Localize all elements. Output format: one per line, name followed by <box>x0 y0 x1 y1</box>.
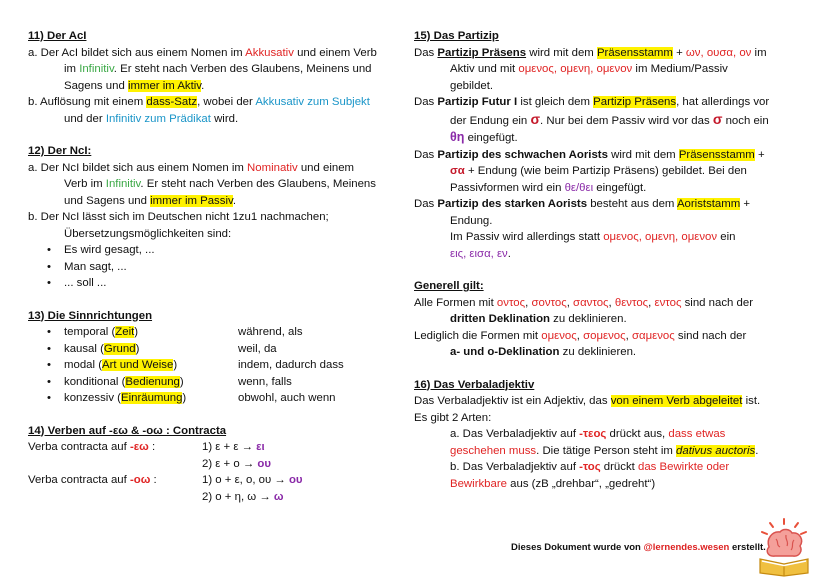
text: drückt <box>600 461 638 473</box>
result: ει <box>256 441 265 453</box>
text: , <box>625 329 632 342</box>
highlight: Grund <box>103 342 136 355</box>
text: Lediglich die Formen mit <box>414 329 542 342</box>
greek-form: σοντος <box>531 296 567 309</box>
text: Alle Formen mit <box>414 296 497 309</box>
text: . Die tätige Person steht im <box>536 444 677 457</box>
s12-a-line2 <box>28 176 410 193</box>
term: das Bewirkte oder <box>637 461 730 473</box>
sinnrichtung <box>64 324 238 341</box>
greek-form: σαντος <box>573 296 609 309</box>
greek-sigma-alpha: σα <box>450 165 465 177</box>
s16-line2: Es gibt 2 Arten: <box>414 411 492 424</box>
term: geschehen muss <box>450 444 537 457</box>
ending: -τεος <box>579 428 607 440</box>
text: wird mit dem <box>607 148 679 161</box>
highlight: Bedienung <box>125 375 180 388</box>
text: . <box>507 247 511 260</box>
section-11-title: 11) Der AcI <box>28 30 87 42</box>
section-16-title: 16) Das Verbaladjektiv <box>414 378 535 391</box>
rule <box>202 439 265 456</box>
text: eingefügt. <box>593 181 647 194</box>
highlight: von einem Verb abgeleitet <box>610 395 743 407</box>
greek-ending: ων, ουσα, ον <box>685 46 752 59</box>
highlight: Präsensstamm <box>678 148 755 161</box>
sinnrichtung <box>64 390 238 407</box>
text: ) <box>173 359 178 371</box>
term: Partizip des schwachen Aorists <box>437 148 608 161</box>
footer-credit <box>511 540 766 557</box>
text: und einem <box>297 161 355 174</box>
list-item: • ... soll ... <box>28 275 410 292</box>
s16-line1 <box>414 393 802 410</box>
text: aus (zB „drehbar“, „gedreht“) <box>506 477 656 490</box>
s12-bullet-list <box>28 242 410 292</box>
text: Verb im <box>64 178 106 190</box>
text: sind nach der <box>681 296 753 309</box>
greek-sigma: σ <box>712 110 723 127</box>
text: : <box>150 474 157 486</box>
highlight: Art und Weise <box>101 359 174 371</box>
greek-theta-eta: θη <box>450 130 465 144</box>
text: der Endung ein <box>450 114 531 127</box>
text: . <box>755 444 759 457</box>
list-item <box>28 324 410 341</box>
highlight: Aoriststamm <box>676 198 741 210</box>
text: Dieses Dokument wurde von <box>511 542 644 553</box>
right-column <box>414 28 802 492</box>
term-akk-subjekt: Akkusativ zum Subjekt <box>255 96 370 108</box>
text: wird mit dem <box>526 46 597 59</box>
term-infinitiv: Infinitiv <box>105 178 141 190</box>
text: kausal ( <box>64 342 104 355</box>
text: , hat allerdings vor <box>676 96 770 108</box>
text: ) <box>182 392 187 404</box>
s12-b-line1: b. Der NcI lässt sich im Deutschen nicht 1zu1 nachmachen; <box>28 211 329 223</box>
text: 2) ε + ο → <box>202 457 258 470</box>
highlight: Zeit <box>115 326 135 338</box>
text: . Nur bei dem Passiv wird vor das <box>540 114 713 127</box>
highlight-immer-passiv: immer im Passiv <box>150 194 233 207</box>
greek-form: οντος <box>496 296 526 309</box>
s15-p3-line2 <box>414 163 802 180</box>
greek-ending: εις, εισα, εν <box>450 247 508 260</box>
gen-line2 <box>414 311 802 328</box>
s16-a-line1 <box>414 426 802 443</box>
s13-list <box>28 324 410 407</box>
text: : <box>148 441 156 453</box>
text: konditional ( <box>64 375 126 388</box>
text: Das <box>414 198 438 210</box>
text: Verba contracta auf <box>28 441 130 453</box>
text: Das <box>414 148 438 161</box>
label <box>28 439 202 456</box>
highlight: Einräumung <box>120 392 183 404</box>
text: noch ein <box>722 114 769 127</box>
s15-p2-line2 <box>414 111 802 130</box>
text: ) <box>179 375 184 388</box>
text: a. Der AcI bildet sich aus einem Nomen im <box>28 46 246 59</box>
text: Im Passiv wird allerdings statt <box>450 231 604 243</box>
text: konzessiv ( <box>64 392 121 404</box>
text: + Endung (wie beim Partizip Präsens) gebildet. Bei den <box>464 165 747 177</box>
text: + <box>672 46 686 59</box>
highlight: Partizip Präsens <box>593 96 677 108</box>
text: + <box>754 148 765 161</box>
text: zu deklinieren. <box>550 313 627 325</box>
result: ου <box>257 457 272 470</box>
list-item: • Man sagt, ... <box>28 259 410 276</box>
result: ω <box>273 490 284 503</box>
s11-a-line2 <box>28 61 410 78</box>
text: 1) ε + ε → <box>202 441 257 453</box>
term: dass etwas <box>668 428 726 440</box>
greek-theta: θε/θει <box>564 181 594 194</box>
term: Partizip Präsens <box>437 46 527 59</box>
generell-title: Generell gilt: <box>414 280 484 292</box>
list-item <box>28 390 410 407</box>
text: Passivformen wird ein <box>450 181 565 194</box>
s15-p2-line3 <box>414 129 802 147</box>
text: erstellt. <box>729 542 766 553</box>
text: + <box>740 198 751 210</box>
text: , <box>608 296 615 309</box>
sinnrichtung <box>64 357 238 374</box>
text: modal ( <box>64 359 102 371</box>
ending-ew: -εω <box>129 441 149 453</box>
text: 1) ο + ε, ο, ου → <box>202 474 289 486</box>
result: ου <box>288 474 303 486</box>
gen-line4 <box>414 344 802 361</box>
text: . <box>201 79 205 92</box>
greek-form: εντος <box>654 296 682 309</box>
s15-p3-line3 <box>414 180 802 197</box>
s15-p1-line3: gebildet. <box>450 79 494 92</box>
list-item <box>28 341 410 358</box>
text: , <box>525 296 532 309</box>
term: Partizip des starken Aorists <box>437 198 588 210</box>
contracta-ow-row1 <box>28 472 410 489</box>
text: Das Verbaladjektiv ist ein Adjektiv, das <box>414 395 611 407</box>
text: temporal ( <box>64 326 116 338</box>
text: und der <box>64 112 106 125</box>
text: Sagens und <box>64 79 128 92</box>
term: dritten Deklination <box>450 313 550 325</box>
term-nominativ: Nominativ <box>247 161 298 174</box>
list-item: • Es wird gesagt, ... <box>28 242 410 259</box>
text: . Er steht nach Verben des Glaubens, Meinens und <box>113 63 372 75</box>
author-handle[interactable]: @lernendes.wesen <box>643 542 730 553</box>
rule <box>202 472 303 489</box>
list-item <box>28 357 410 374</box>
greek-form: σομενος <box>583 329 626 342</box>
example: obwohl, auch wenn <box>238 392 336 404</box>
rule <box>202 489 284 506</box>
text: a. Der NcI bildet sich aus einem Nomen im <box>28 161 248 174</box>
s15-p2-line1 <box>414 94 802 111</box>
s12-b-line2: Übersetzungsmöglichkeiten sind: <box>64 227 232 240</box>
example: wenn, falls <box>238 375 292 388</box>
ending: -τος <box>579 461 601 473</box>
text: ) <box>135 342 140 355</box>
term: Partizip Futur I <box>437 96 518 108</box>
highlight: Präsensstamm <box>596 46 673 59</box>
text: wird. <box>210 112 239 125</box>
s11-b-line2 <box>28 111 410 128</box>
brain-book-icon <box>756 517 812 577</box>
term: Bewirkbare <box>450 477 507 490</box>
greek-ending: ομενος, ομενη, ομενον <box>518 63 633 75</box>
text: b. Auflösung mit einem <box>28 96 147 108</box>
greek-form: ομενος <box>541 329 577 342</box>
text: zu deklinieren. <box>559 346 637 358</box>
greek-form: σαμενος <box>631 329 675 342</box>
s11-a-line3 <box>28 78 410 95</box>
text: . <box>232 194 236 207</box>
contracta-ow-row2 <box>28 489 410 506</box>
rule <box>202 456 271 473</box>
text: , wobei der <box>197 96 256 108</box>
text: ist. <box>742 395 761 407</box>
highlight: dativus auctoris <box>676 444 756 457</box>
term-akkusativ: Akkusativ <box>245 46 294 59</box>
s16-b-line1 <box>414 459 802 476</box>
term-inf-praedikat: Infinitiv zum Prädikat <box>105 112 211 125</box>
sinnrichtung <box>64 341 238 358</box>
s12-a-line1 <box>28 160 410 177</box>
text: Das <box>414 46 438 59</box>
text: Das <box>414 96 438 108</box>
text: , <box>566 296 574 309</box>
section-12-title: 12) Der NcI: <box>28 145 92 157</box>
text: a. Das Verbaladjektiv auf <box>450 428 580 440</box>
text: . Er steht nach Verben des Glaubens, Meinens <box>140 178 376 190</box>
text: b. Das Verbaladjektiv auf <box>450 461 580 473</box>
text: ist gleich dem <box>517 96 594 108</box>
s16-b-line2 <box>414 476 802 493</box>
contracta-ew-row2 <box>28 456 410 473</box>
s15-p4-line3 <box>414 229 802 246</box>
s12-a-line3 <box>28 193 410 210</box>
text: , <box>576 329 584 342</box>
text: Verba contracta auf <box>28 474 130 486</box>
text: ein <box>717 231 736 243</box>
s15-p4-line1 <box>414 196 802 213</box>
text: sind nach der <box>674 329 747 342</box>
s15-p1-line1 <box>414 45 802 62</box>
gen-line1 <box>414 295 802 312</box>
list-item <box>28 374 410 391</box>
text: , <box>648 296 655 309</box>
s11-b-line1 <box>28 94 410 111</box>
label <box>28 472 202 489</box>
s11-a-line1 <box>28 45 410 62</box>
text: im Medium/Passiv <box>632 63 728 75</box>
left-column <box>28 28 410 505</box>
term-infinitiv: Infinitiv <box>79 63 114 75</box>
contracta-ew-row1 <box>28 439 410 456</box>
term: a- und o-Deklination <box>450 346 560 358</box>
s15-p1-line2 <box>414 61 802 78</box>
ending-ow: -οω <box>129 474 151 486</box>
s15-p4-line4 <box>414 246 802 263</box>
sinnrichtung <box>64 374 238 391</box>
s15-p3-line1 <box>414 147 802 164</box>
greek-ending: ομενος, ομενη, ομενον <box>603 231 718 243</box>
text: im <box>751 46 767 59</box>
highlight-immer-aktiv: immer im Aktiv <box>127 79 202 92</box>
example: indem, dadurch dass <box>238 359 344 371</box>
highlight-dass-satz: dass-Satz <box>146 96 198 108</box>
text: 2) ο + η, ω → <box>202 490 274 503</box>
section-15-title: 15) Das Partizip <box>414 30 499 42</box>
section-14-title: 14) Verben auf -εω & -οω : Contracta <box>28 424 227 437</box>
text: und Sagens und <box>64 194 151 207</box>
example: während, als <box>238 326 303 338</box>
s15-p4-line2: Endung. <box>450 214 493 227</box>
example: weil, da <box>238 342 277 355</box>
gen-line3 <box>414 328 802 345</box>
text: im <box>64 63 80 75</box>
text: drückt aus, <box>606 428 669 440</box>
section-13-title: 13) Die Sinnrichtungen <box>28 309 153 322</box>
text: Aktiv und mit <box>450 63 519 75</box>
text: und einem Verb <box>293 46 377 59</box>
text: ) <box>134 326 139 338</box>
s16-a-line2 <box>414 443 802 460</box>
text: besteht aus dem <box>587 198 677 210</box>
greek-form: θεντος <box>614 296 649 309</box>
greek-sigma: σ <box>530 110 541 127</box>
text: eingefügt. <box>464 132 518 144</box>
